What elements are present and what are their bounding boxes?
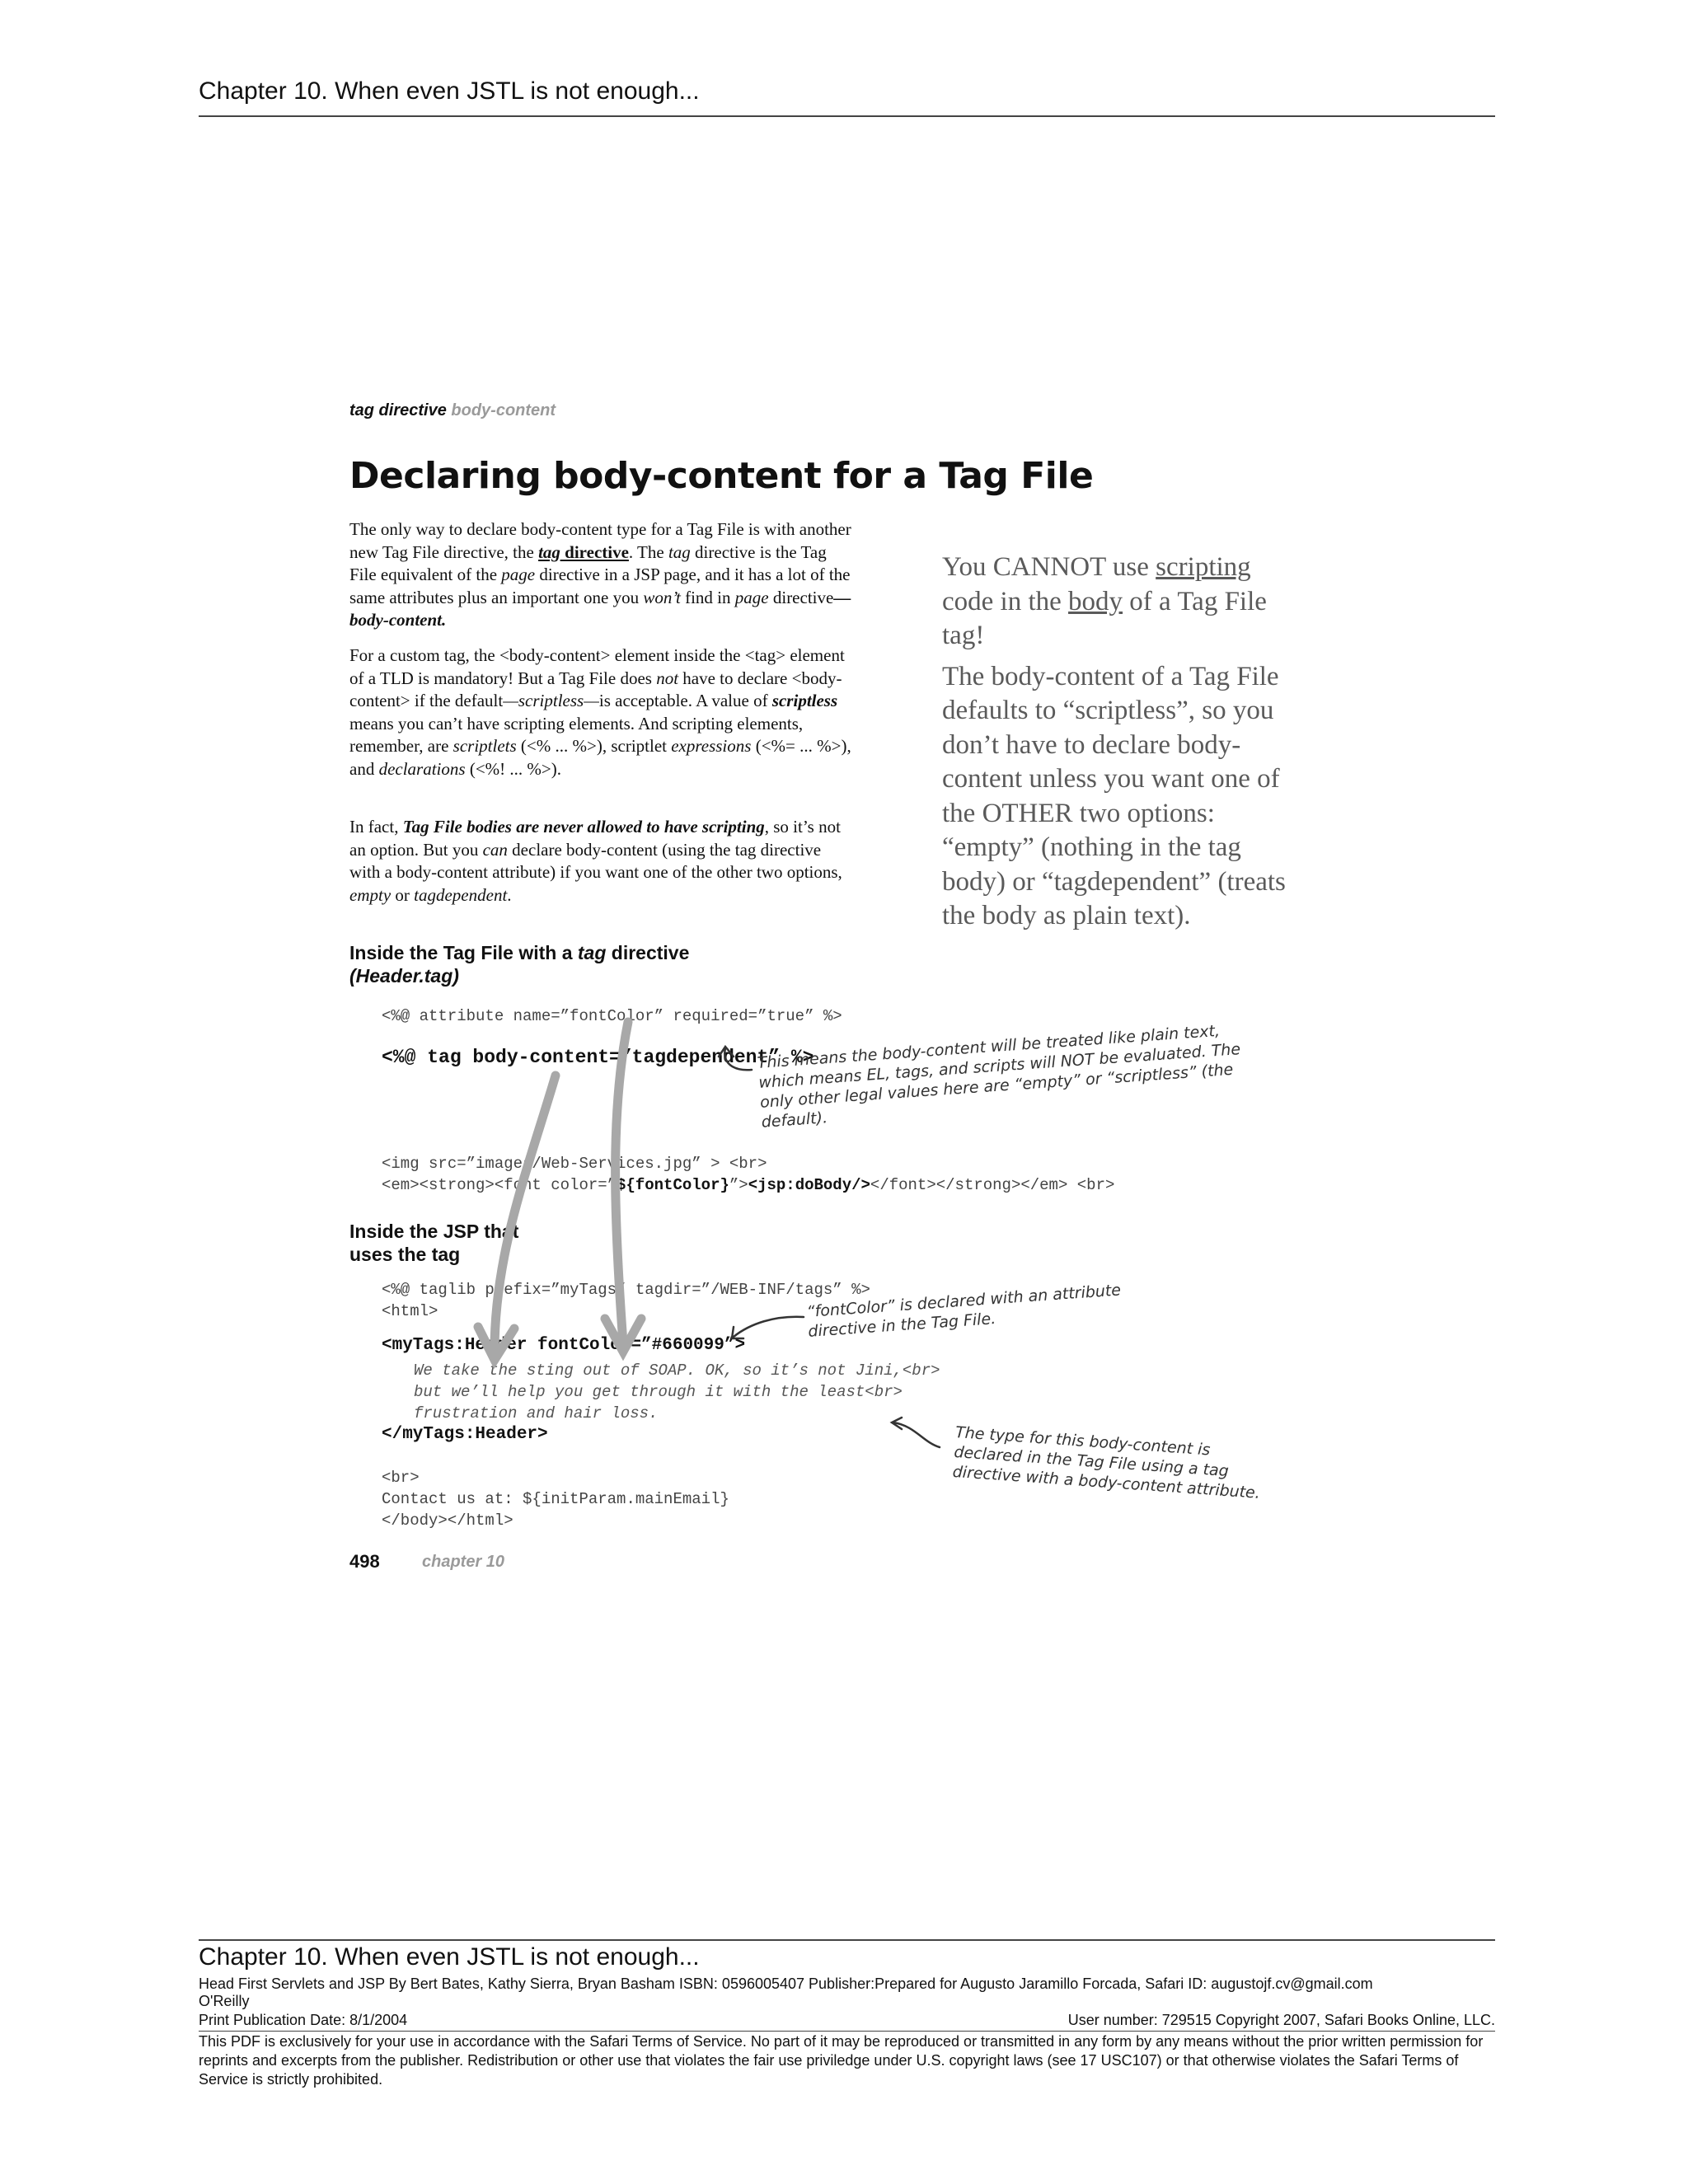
para1-text: directive is the Tag File equivalent of the [349, 541, 827, 584]
para3-text: In fact, [349, 817, 403, 837]
annotation-note-body-content: This means the body-content will be treated like plain text, which means EL, tags, and scripts will NOT be evaluated. The only other legal values here are “empty” or “scriptless” (the default). [757, 1021, 1241, 1132]
para1-text: The only way to declare body-content type for a Tag File is with another new Tag File directive, the [349, 519, 851, 562]
para2-text: have to declare <body-content> if the default [349, 668, 842, 710]
header-rule [199, 115, 1495, 117]
callout-underlined: scripting [1156, 552, 1251, 582]
subhead-tag-file [349, 941, 689, 987]
code-line-custom-tag: <myTags:Header fontColor=”#660099”> [382, 1336, 746, 1355]
para1-bold-italic: —body-content. [349, 587, 851, 630]
pen-arrow-3 [893, 1422, 940, 1447]
para2-text: is acceptable. A value of [598, 691, 772, 710]
footer-user-number: User number: 729515 Copyright 2007, Safari Books Online, LLC. [1067, 2012, 1495, 2028]
pen-arrow-3-head [892, 1418, 902, 1429]
subhead-text: Inside the Tag File with a [349, 942, 578, 963]
code-line: <br> [382, 1469, 420, 1487]
subhead-text: directive [606, 942, 690, 963]
para2-text: (<%! ... %>). [465, 758, 561, 779]
subhead-text: uses the tag [349, 1244, 461, 1265]
code-fragment: <em><strong><font color=” [382, 1176, 617, 1194]
para1-text: directive [768, 587, 834, 607]
para2-italic: not [656, 668, 679, 688]
code-line: <%@ attribute name=”fontColor” required=”true” %> [382, 1007, 842, 1025]
para1-text: find in [680, 587, 735, 607]
body-paragraph-2 [349, 644, 854, 780]
para2-italic: —scriptless— [503, 691, 599, 710]
callout-underlined: body [1068, 586, 1123, 616]
gray-arrow-left [495, 1076, 556, 1352]
para2-italic: scriptlets [452, 736, 517, 756]
code-line: </body></html> [382, 1511, 513, 1530]
para1-italic: page [734, 587, 769, 607]
chapter-header: Chapter 10. When even JSTL is not enough... [199, 77, 700, 105]
para1-tag-word: tag [538, 541, 560, 562]
para1-italic: page [501, 565, 536, 584]
subhead-filename: (Header.tag) [349, 965, 459, 987]
code-fragment: </font></strong></em> <br> [870, 1176, 1115, 1194]
callout-paragraph-1 [942, 551, 1288, 654]
code-fragment-bold: ${fontColor} [617, 1176, 729, 1194]
para2-italic: expressions [671, 736, 752, 756]
body-paragraph-3 [349, 816, 854, 907]
code-line [382, 1174, 1114, 1196]
code-line-body: but we’ll help you get through it with the least<br> [414, 1383, 903, 1401]
running-head-main: tag directive [349, 401, 447, 419]
footer-publisher: O'Reilly [199, 1993, 250, 2009]
code-fragment: ”> [729, 1176, 748, 1194]
para2-text: means you can’t have scripting elements. And scripting elements, remember, are [349, 713, 804, 756]
page-title: Declaring body-content for a Tag File [349, 455, 1094, 497]
para1-italic: tag [668, 541, 691, 562]
para3-italic: can [482, 839, 508, 860]
para2-text: For a custom tag, the <body-content> element inside the <tag> element of a TLD is mandatory! But a Tag File does [349, 645, 845, 688]
para3-text: or [391, 884, 415, 905]
footer-legal-notice: This PDF is exclusively for your use in accordance with the Safari Terms of Service. No part of it may be reproduced or transmitted in any form by any means without the prior written permission for reprints and excerpts from the publisher. Redistribution or other use that violates the fair use priviledge under U.S. copyright laws (see 17 USC107) or that otherwise violates the Safari Terms of Service is strictly prohibited. [199, 2033, 1484, 2088]
callout-box [942, 551, 1288, 934]
para1-text: directive in a JSP page, and it has a lot of the same attributes plus an important one you [349, 565, 851, 607]
footer-publication-date: Print Publication Date: 8/1/2004 [199, 2012, 408, 2028]
code-fragment-bold: <jsp:doBody/> [748, 1176, 870, 1194]
footer-rule [199, 1939, 1495, 1941]
para1-text: . The [628, 541, 668, 562]
callout-text: of a Tag File tag! [942, 586, 1267, 650]
callout-paragraph-2: The body-content of a Tag File defaults to “scriptless”, so you don’t have to declare body-content unless you want one of the OTHER two options: “empty” (nothing in the tag body) or “tagdependent” (treats the body as plain text). [942, 661, 1286, 930]
footer-rule-thin [199, 2031, 1495, 2032]
chapter-label: chapter 10 [422, 1553, 505, 1571]
para3-text: , so it’s not an option. But you [349, 817, 841, 860]
pen-arrow-2 [734, 1317, 804, 1337]
para3-text: . [507, 884, 512, 905]
callout-text: You CANNOT use [942, 552, 1156, 582]
code-line-body: We take the sting out of SOAP. OK, so it’s not Jini,<br> [414, 1361, 940, 1380]
callout-text: code in the [942, 586, 1069, 616]
code-line: <%@ taglib prefix=”myTags” tagdir=”/WEB-INF/tags” %> [382, 1281, 870, 1299]
para2-bold-italic: scriptless [771, 691, 838, 710]
code-line: Contact us at: ${initParam.mainEmail} [382, 1490, 729, 1508]
page-number: 498 [349, 1551, 380, 1572]
code-line: <img src=”images/Web-Services.jpg” > <br> [382, 1155, 767, 1173]
footer-chapter-title: Chapter 10. When even JSTL is not enough... [199, 1943, 700, 1971]
subhead-jsp [349, 1220, 518, 1266]
para2-text: (<%= ... %>), and [349, 736, 851, 779]
subhead-text: Inside the JSP that [349, 1221, 519, 1242]
para3-bold-italic: Tag File bodies are never allowed to have scripting [402, 817, 765, 837]
para1-directive-word: directive [560, 541, 629, 562]
body-paragraph-1 [349, 518, 854, 632]
running-head-sub: body-content [451, 401, 556, 419]
running-head [349, 401, 556, 420]
para3-text: declare body-content (using the tag directive with a body-content attribute) if you want one of the other two options, [349, 839, 842, 882]
annotation-note-body-type: The type for this body-content is declared in the Tag File using a tag directive with a body-content attribute. [952, 1422, 1261, 1502]
para1-italic: won’t [643, 587, 681, 607]
footer-book-info: Head First Servlets and JSP By Bert Bates, Kathy Sierra, Bryan Basham ISBN: 0596005407 Publisher:Prepared for Augusto Jaramillo Forcada, Safari ID: augustojf.cv@gmail.com [199, 1975, 1373, 1992]
code-line-close-tag: </myTags:Header> [382, 1425, 548, 1444]
code-line: <html> [382, 1302, 438, 1320]
annotation-note-font-color: “fontColor” is declared with an attribute directive in the Tag File. [806, 1281, 1122, 1341]
code-line-tag-directive: <%@ tag body-content=”tagdependent” %> [382, 1047, 814, 1068]
para3-italic: empty [349, 884, 392, 905]
para2-italic: declarations [378, 758, 466, 779]
para3-italic: tagdependent [414, 884, 508, 905]
para2-text: (<% ... %>), scriptlet [516, 736, 672, 756]
code-line-body: frustration and hair loss. [414, 1404, 659, 1422]
subhead-italic: tag [577, 942, 607, 963]
